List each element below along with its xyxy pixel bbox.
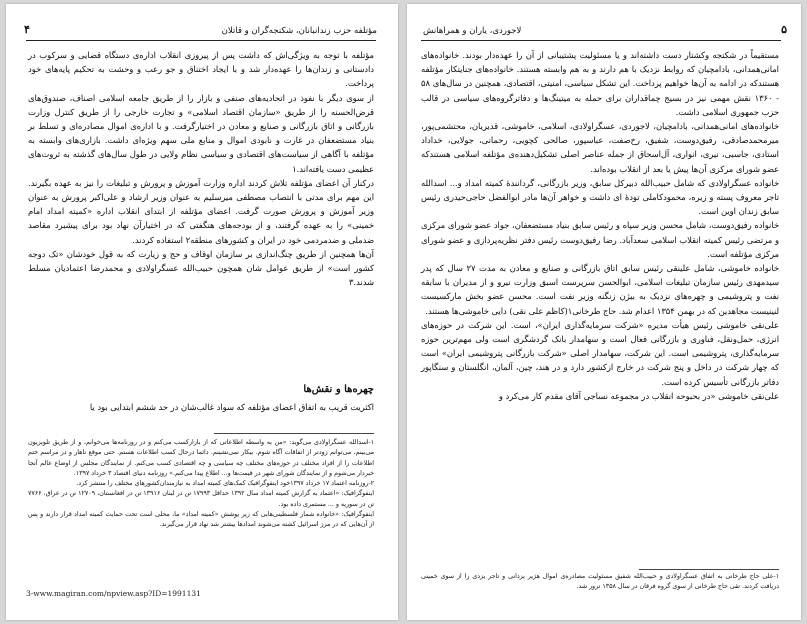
- paragraph: از سوی دیگر با نفوذ در اتحادیه‌های صنفی و بازار را از طریق جامعه اسلامی اصناف، صندوق‌های قرض‌الحسنه را از طریق «سازمان اقتصاد اسلامی» و تجارت خارجی را از طریق کنترل وزارت بازرگانی و اتاق بازرگانی و صنایع و معادن در اختیارگرفت. و با اداره‌ی اموال مصادره‌ای و تسلط بر بنیاد مستضعفان در غارت و نابودی اموال و منابع ملی سهم ویژه‌ای داشت. بازاری‌های وابسته به مؤتلفه با آگاهی از سیاست‌های اقتصادی و سیاسی نظام ولایی در طول سال‌های گذشته به ثروت‌های عظیمی دست یافته‌اند.۱: [28, 92, 374, 174]
- footnote: اینفوگرافیک: «اعتماد به گزارش کمیته امداد سال ۱۳۹۲ حداقل ۱۷۹۹۳ تن در لبنان ۱۳۹۱۶ تن در افغانستان، ۱۲۷۰۹ تن در عراق، ۷۷۶۶ تن در سوریه و ... مستمری داده بود.: [28, 490, 375, 508]
- footnote: اینفوگرافیک: «خانواده شمار فلسطینی‌هایی که زیر پوشش «کمیته امداد» ما، محلی است تحت حمایت کمیته امداد قرار دارند و پس از آن‌هایی که در مرز اسرائیل کشته می‌شوند امداد‌ها بیشتر شد نهاد قرار می‌گیرند.: [28, 511, 374, 529]
- paragraph: مؤتلفه با توجه به ویژگی‌اش که داشت پس از پیروزی انقلاب اداره‌ی دستگاه قضایی و سرکوب در دادستانی و زندان‌ها را عهده‌دار شد و با ایجاد اختناق و جو رعب و وحشت به تحکیم پایه‌های خود پرداخت.: [28, 50, 374, 89]
- footnotes: [28, 438, 374, 531]
- footnotes: [421, 572, 779, 593]
- running-header-title: مؤتلفه حزب زندانبانان، شکنجه‌گران و قاتلان: [221, 26, 377, 36]
- paragraph: خانواده‌های امانی‌همدانی، بادامچیان، لاجوردی، عسگراولادی، اسلامی، خاموشی، قدیریان، محتشمی‌پور، میرمحمدصادقی، رفیق‌دوست، شفیق، رخ‌صفت، عباسپور، صالحی کچویی، رحمانی، جولایی، خداداد استادی، جاسبی، نیری، انواری، آل‌اسحاق از جمله عناصر اصلی تشکیل‌دهنده‌ی مؤتلفه اسلامی هستندکه عضو شورای مرکزی آن‌ها پیش یا بعد از انقلاب بوده‌اند.: [421, 121, 779, 174]
- body-text: [28, 48, 374, 289]
- paragraph: آن‌ها همچنین از طریق چنگ‌اندازی بر سازمان اوقاف و حج و زیارت که به قول خودشان «تک دوجه کشور است» از طریق عوامل شان همچون حبیب‌الله عسگراولادی و محمدرضا اعتمادیان مسلط شدند.۳: [28, 248, 374, 288]
- footnote-rule: [214, 433, 374, 434]
- header-rule: [26, 40, 376, 41]
- left-page: [6, 4, 398, 620]
- source-url: 3-www.magiran.com/npview.asp?ID=1991131: [26, 589, 201, 598]
- running-header: [6, 23, 398, 40]
- footnote: ۱-علی حاج طرخانی به اتفاق عسگراولادی و حبیب‌الله شفیق مسئولیت مصادره‌ی اموال هژیر یزدانی و تاجر یزدی را از سوی خمینی دریافت کردند. تقی حاج طرخانی از سوی گروه فرقان در سال ۱۳۵۸ ترور شد.: [421, 573, 779, 591]
- body-text: [421, 48, 779, 403]
- paragraph: علی‌نقی خاموشی «در بحبوحه انقلاب در مجموعه نساجی آقای مقدم کار می‌کرد و: [498, 390, 779, 401]
- paragraph: درکنار آن اعضای مؤتلفه تلاش کردند اداره وزارت آموزش و پرورش و تبلیغات را نیز به عهده بگیرند. این مهم برای مدتی با انتصاب مصطفی میرسلیم به عنوان وزیر ارشاد و علی‌اکبر پرورش به عنوان وزیر آموزش و پرورش صورت گرفت. اعضای مؤتلفه از ابتدای انقلاب اداره «کمیته امداد امام خمینی» را به عهده گرفتند، و از بودجه‌های هنگفتی که در اختیارآن نهاد بود برای پیشبرد مقاصد ضدملی و ضدمردمی خود در ایران و کشورهای منطقه۲ استفاده کردند.: [28, 177, 374, 245]
- footnote-rule: [639, 569, 779, 570]
- right-page: [407, 4, 801, 620]
- header-rule: [421, 40, 781, 41]
- section-heading: چهره‌ها و نقش‌ها: [303, 384, 374, 395]
- paragraph: خانواده خاموشی، شامل علینقی رئیس سابق اتاق بازرگانی و صنایع و معادن به مدت ۲۷ سال که پدر سیدمهدی رئیس سازمان تبلیغات اسلامی، ابوالحسن سرپرست اسبق وزارت نیرو و از مدیران با سابقه نفت و پتروشیمی و چهره‌های نزدیک به بیژن زنگنه وزیر نفت است. محسن عضو بخش مارکسیست لنینیست مجاهدین که در بهمن ۱۳۵۴ اعدام شد. حاج طرخانی۱(کاظم علی نقی) دایی خاموشی‌ها هستند.: [421, 263, 779, 316]
- paragraph: علی‌نقی خاموشی رئیس هیأت مدیره «شرکت سرمایه‌گذاری ایران»، است. این شرکت در حوزه‌های انرژی، حمل‌ونقل، فناوری و بازرگانی فعال است و سهامدار بانک گردشگری است ولی مهم‌ترین حوزه سرمایه‌گذاری، پتروشیمی است. این شرکت، سهامدار اصلی «شرکت بازرگانی پتروشیمی ایران» است که چهار شرکت در داخل و پنج شرکت در خارج ازکشور دارد و در هند، چین، آلمان، انگلستان و سنگاپور دفاتر بازرگانی تأسیس کرده است.: [421, 319, 779, 387]
- paragraph: خانواده رفیق‌دوست، شامل محسن وزیر سپاه و رئیس سابق بنیاد مستضعفان، جواد عضو شورای مرکزی و مرتضی رئیس کمیته انقلاب اسلامی سعدآباد. رضا رفیق‌دوست رئیس دفتر نظریه‌پردازی و عضو شورای مرکزی مؤتلفه است.: [421, 220, 779, 259]
- section-intro: اکثریت قریب به اتفاق اعضای مؤتلفه که سواد غالب‌شان در حد ششم ابتدایی بود یا: [89, 402, 374, 412]
- footnote: ۲-روزنامه اعتماد ۱۷ خرداد ۱۳۹۷خود اینفوگرافیک کمک‌های کمیته امداد به نیازمندان‌کشورهای مختلف را منتشر کرد.: [76, 480, 374, 488]
- paragraph: خانواده عسگراولادی که شامل حبیب‌الله دبیرکل سابق، وزیر بازرگانی، گردانندهٔ کمیته امداد و... اسدالله تاجر معروف پسته و زیره، محمودکاملی تودهٔ ای داشت و خواهر آن‌ها مادر ابوالفضل حاجی‌حیدری رئیس سابق زندان اوین است.: [421, 177, 779, 217]
- running-header-title: لاجوردی، یاران و همراهانش: [423, 26, 522, 36]
- running-header: [407, 23, 801, 40]
- paragraph: مستقیماً در شکنجه وکشتار دست داشته‌اند و یا مسئولیت پشتیبانی از آن را عهده‌دار بودند. خانواده‌های امانی‌همدانی، بادامچیان که روابط نزدیک با هم دارند و به هم وابسته هستند. خانواده‌های جنایتکار مؤتلفه هستندکه در ادامه به آن‌ها خواهیم پرداخت. این تشکل سیاسی، امنیتی، اقتصادی، همچنین در سال‌های ۵۸ - ۱۳۶۰ نقش مهمی نیز در بسیج چماقداران برای حمله به میتینگ‌ها و دفاترگروه‌های سیاسی در قالب حزب جمهوری اسلامی داشت.: [421, 50, 779, 117]
- page-number: ۵: [781, 23, 787, 36]
- footnote: ۱-اسدالله عسگراولادی می‌گوید: «من به واسطه اطلاعاتی که از بازارکسب می‌کنم و در روزنامه‌ها می‌خوانم، و از طریق تلویزیون می‌بینم، می‌توانم زودتر از اتفاقات آگاه شوم. بیکار نمی‌نشینم. دائما درحال کسب اطلاعات هستم. حتی موقع ناهار و در مراسم ختم اطلاعات را از افراد مختلف در حوزه‌های مختلف چه سیاسی و چه اقتصادی کسب می‌کنم. از نمایندگان مجلس از اوضاع عالم آنجا خبردار می‌شوم و از نمایندگان شورای شهر در قیمت‌ها و... اطلاع پیدا می‌کنم.» روزنامه دنیای اقتصاد ۳ خرداد ۱۳۹۷.: [28, 439, 374, 477]
- page-number: ۴: [24, 23, 30, 36]
